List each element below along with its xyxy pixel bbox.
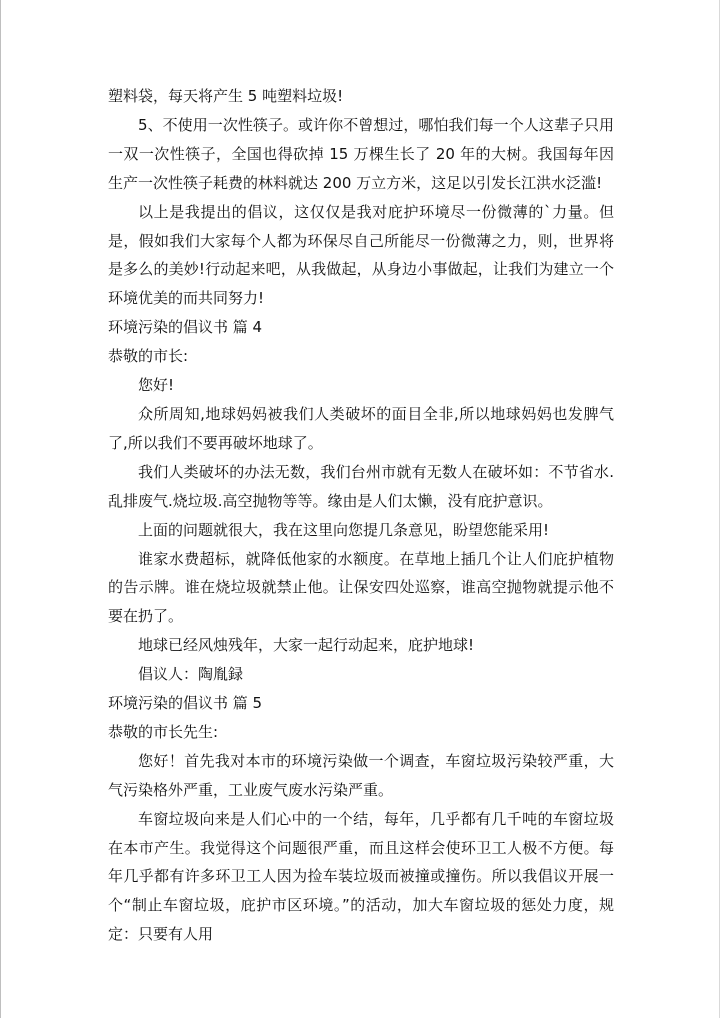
document-body bbox=[108, 82, 614, 949]
paragraph: 谁家水费超标，就降低他家的水额度。在草地上插几个让人们庇护植物的告示牌。谁在烧垃圾就禁止他。让保安四处巡察，谁高空抛物就提示他不要在扔了。 bbox=[108, 549, 614, 626]
paragraph: 塑料袋，每天将产生 5 吨塑料垃圾! bbox=[108, 87, 344, 105]
paragraph: 您好！首先我对本市的环境污染做一个调查，车窗垃圾污染较严重，大气污染格外严重，工业废气废水污染严重。 bbox=[108, 751, 614, 799]
salutation: 恭敬的市长: bbox=[108, 347, 189, 366]
paragraph: 我们人类破坏的办法无数，我们台州市就有无数人在破坏如：不节省水.乱排废气.烧垃圾.高空抛物等等。缘由是人们太懒，没有庇护意识。 bbox=[108, 462, 614, 510]
salutation: 恭敬的市长先生: bbox=[108, 722, 219, 741]
signature-line: 倡议人：陶胤録 bbox=[138, 665, 244, 684]
paragraph: 上面的问题就很大，我在这里向您提几条意见，盼望您能采用! bbox=[138, 520, 550, 539]
paragraph: 车窗垃圾向来是人们心中的一个结，每年，几乎都有几千吨的车窗垃圾在本市产生。我觉得这个问题很严重，而且这样会使环卫工人极不方便。每年几乎都有许多环卫工人因为捡车装垃圾而被撞或撞伤。所以我倡议开展一个“制止车窗垃圾，庇护市区环境。”的活动，加大车窗垃圾的惩处力度，规定：只要有人用 bbox=[108, 809, 614, 944]
paragraph: 以上是我提出的倡议，这仅仅是我对庇护环境尽一份微薄的`力量。但是，假如我们大家每个人都为环保尽自己所能尽一份微薄之力，则，世界将是多么的美妙!行动起来吧，从我做起，从身边小事做起，让我们为建立一个环境优美的而共同努力! bbox=[108, 202, 614, 308]
paragraph: 5、不使用一次性筷子。或许你不曾想过，哪怕我们每一个人这辈子只用一双一次性筷子，全国也得砍掉 15 万棵生长了 20 年的大树。我国每年因生产一次性筷子耗费的林料就达 200 万立方米，这足以引发长江洪水泛滥! bbox=[108, 115, 614, 192]
page-left-border bbox=[0, 0, 1, 1018]
paragraph: 地球已经风烛残年，大家一起行动起来，庇护地球! bbox=[138, 636, 475, 655]
section-heading: 环境污染的倡议书 篇 5 bbox=[108, 694, 263, 713]
section-heading: 环境污染的倡议书 篇 4 bbox=[108, 318, 263, 337]
paragraph: 众所周知,地球妈妈被我们人类破坏的面目全非,所以地球妈妈也发脾气了,所以我们不要再破坏地球了。 bbox=[108, 404, 614, 452]
greeting: 您好! bbox=[138, 376, 175, 395]
